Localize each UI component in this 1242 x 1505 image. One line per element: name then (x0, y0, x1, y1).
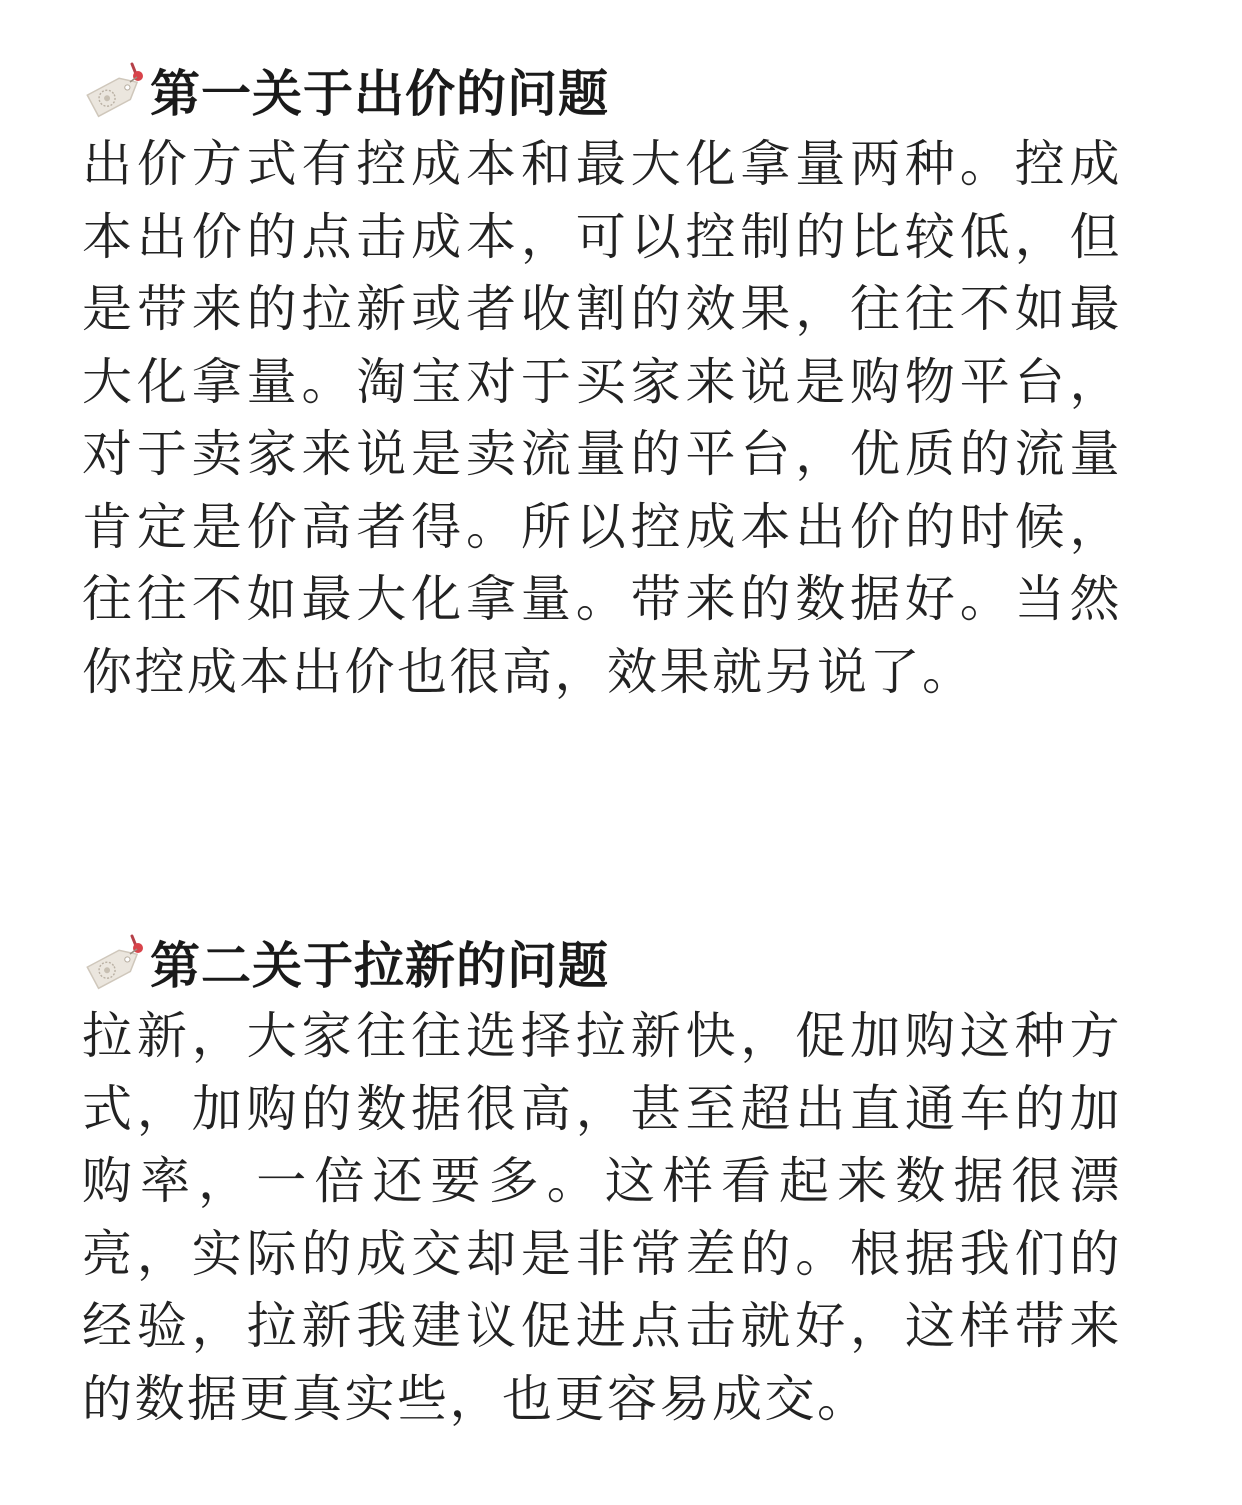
section-body: 出价方式有控成本和最大化拿量两种。控成本出价的点击成本，可以控制的比较低，但是带来的拉新或者收割的效果，往往不如最大化拿量。淘宝对于买家来说是购物平台，对于卖家来说是卖流量的平台，优质的流量肯定是价高者得。所以控成本出价的时候，往往不如最大化拿量。带来的数据好。当然你控成本出价也很高，效果就另说了。 (82, 135, 1122, 701)
section-acquisition (82, 924, 1122, 1435)
price-tag-icon (82, 60, 148, 120)
section-heading (82, 924, 1122, 1000)
section-body: 拉新，大家往往选择拉新快，促加购这种方式，加购的数据很高，甚至超出直通车的加购率，一倍还要多。这样看起来数据很漂亮，实际的成交却是非常差的。根据我们的经验，拉新我建议促进点击就好，这样带来的数据更真实些，也更容易成交。 (82, 1007, 1122, 1428)
section-title: 第一关于出价的问题 (150, 65, 609, 123)
price-tag-icon (82, 932, 148, 992)
section-heading (82, 52, 1122, 128)
section-title: 第二关于拉新的问题 (150, 937, 609, 995)
section-bidding (82, 52, 1122, 708)
